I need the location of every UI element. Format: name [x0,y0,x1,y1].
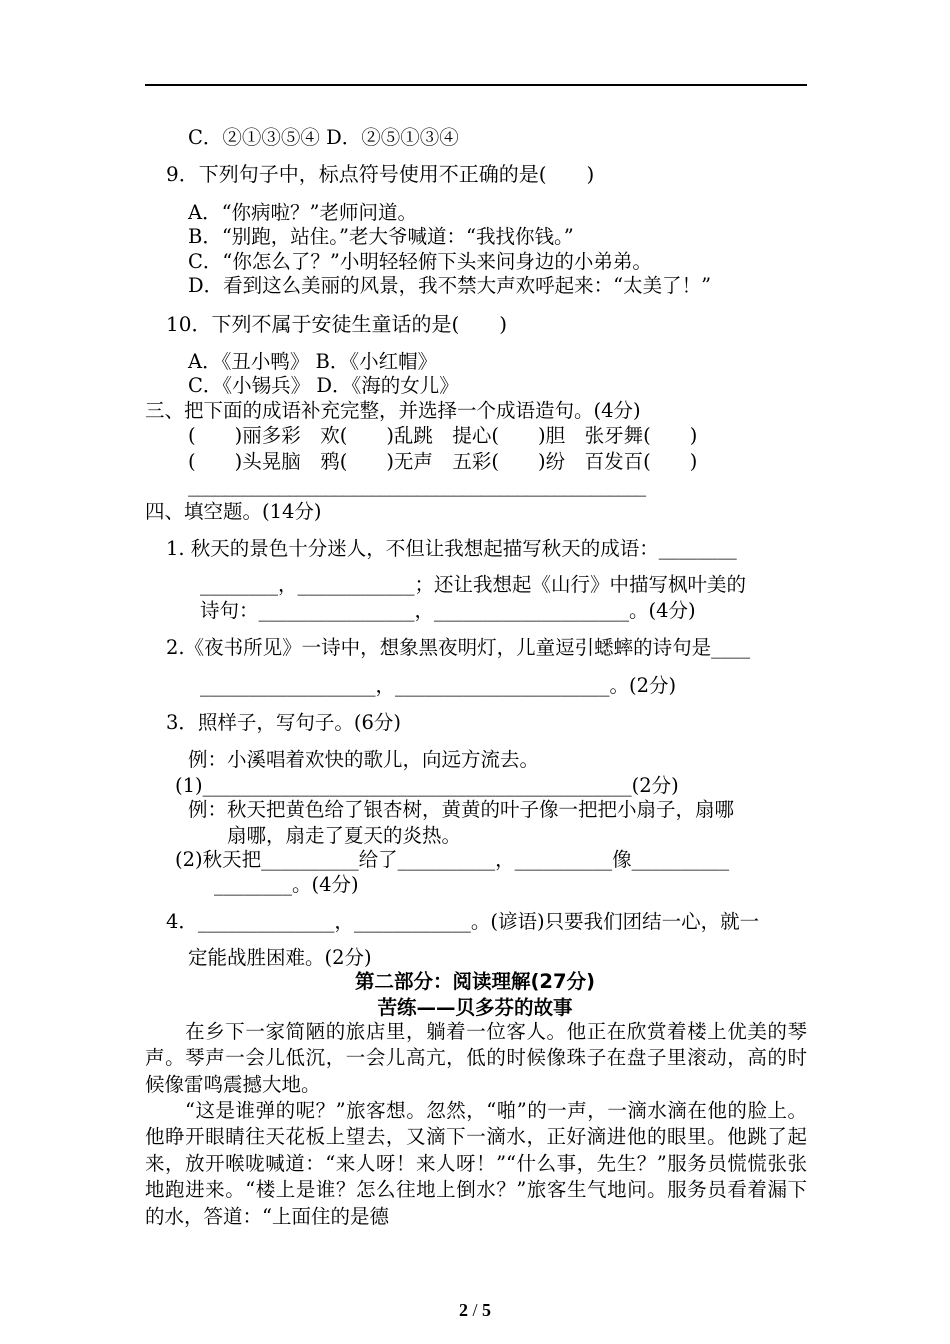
page-total: 5 [482,1300,491,1320]
q10-options-ab: A．《丑小鸭》 B．《小红帽》 [188,350,438,373]
example-1: 例：小溪唱着欢快的歌儿，向远方流去。 [188,748,540,771]
question-10: 10．下列不属于安徒生童话的是( ) [166,312,508,336]
section-3-heading: 三、把下面的成语补充完整，并选择一个成语造句。(4分) [145,399,641,422]
q9-option-b: B．“别跑，站住。”老大爷喊道：“我找你钱。” [188,225,574,248]
page-current: 2 [458,1300,468,1320]
page-number [0,1300,950,1321]
sentence-answer-line: __________________________________________________ [188,474,646,497]
fill-3-item-1: (1)____________________________________________(2分) [175,774,679,797]
passage-title: 苦练——贝多芬的故事 [377,996,573,1019]
part-2-heading: 第二部分：阅读理解(27分) [355,970,595,993]
fill-1-line-2: ________，____________；还让我想起《山行》中描写枫叶美的 [200,573,747,596]
idiom-row-1: ( )丽多彩 欢( )乱跳 提心( )胆 张牙舞( ) [188,424,698,447]
example-2-line-1: 例：秋天把黄色给了银杏树，黄黄的叶子像一把把小扇子，扇哪 [188,798,735,821]
q10-options-cd: C．《小锡兵》 D．《海的女儿》 [188,374,459,397]
top-rule [145,84,807,86]
section-4-heading: 四、填空题。(14分) [145,500,322,523]
fill-4-line-1: 4．______________，____________。(谚语)只要我们团结一心，就一 [166,910,760,933]
fill-2-line-1: 2.《夜书所见》一诗中，想象黑夜明灯，儿童逗引蟋蟀的诗句是____ [166,636,751,659]
fill-3-item-2-cont: ________。(4分) [214,873,359,896]
fill-4-line-2: 定能战胜困难。(2分) [188,946,372,969]
fill-1-line-3: 诗句：________________，____________________。(4分) [200,599,696,622]
q9-option-c: C．“你怎么了？”小明轻轻俯下头来问身边的小弟弟。 [188,250,652,273]
example-2-line-2: 扇哪，扇走了夏天的炎热。 [227,824,462,847]
q9-option-d: D．看到这么美丽的风景，我不禁大声欢呼起来：“太美了！” [188,274,712,297]
fill-3-item-2: (2)秋天把__________给了__________，__________像__________ [175,848,730,871]
fill-1-line-1: 1. 秋天的景色十分迷人，不但让我想起描写秋天的成语：________ [166,537,737,560]
passage-paragraph-2: “这是谁弹的呢？”旅客想。忽然，“啪”的一声，一滴水滴在他的脸上。他睁开眼睛往天花板上望去，又滴下一滴水，正好滴进他的眼里。他跳了起来，放开喉咙喊道：“来人呀！来人呀！”“什么事，先生？”服务员慌慌张张地跑进来。“楼上是谁？怎么往地上倒水？”旅客生气地问。服务员看着漏下的水，答道：“上面住的是德 [145,1099,807,1228]
question-9: 9．下列句子中，标点符号使用不正确的是( ) [166,162,595,186]
fill-2-line-2: __________________，______________________。(2分) [200,674,677,697]
fill-3-heading: 3．照样子，写句子。(6分) [166,711,402,734]
idiom-row-2: ( )头晃脑 鸦( )无声 五彩( )纷 百发百( ) [188,450,698,473]
q9-option-a: A．“你病啦？”老师问道。 [188,201,418,224]
page-separator: / [467,1300,482,1320]
q8-options-cd: C．②①③⑤④ D．②⑤①③④ [188,126,459,149]
passage-paragraph-1: 在乡下一家简陋的旅店里，躺着一位客人。他正在欣赏着楼上优美的琴声。琴声一会儿低沉，一会儿高亢，低的时候像珠子在盘子里滚动，高的时候像雷鸣震撼大地。 [145,1020,807,1096]
